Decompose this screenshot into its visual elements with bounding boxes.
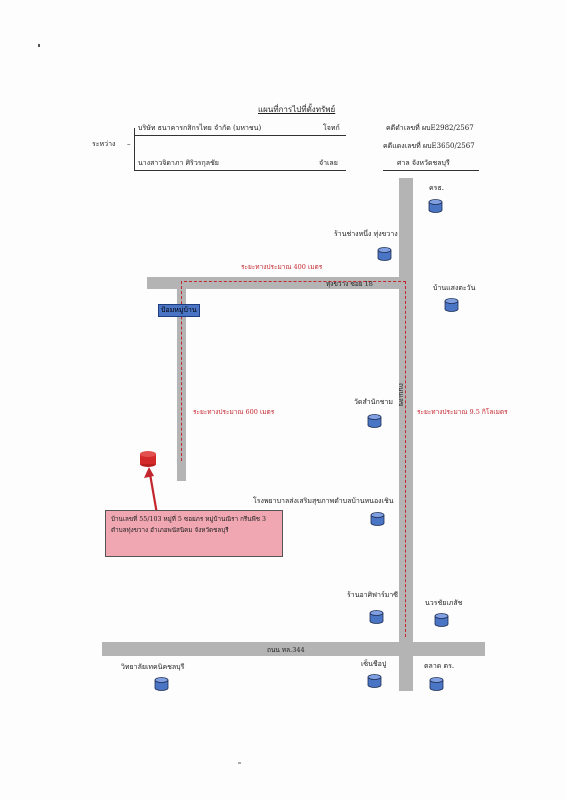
landmark-label: ร้านช่างหนึ่ง ทุ่งขวาง	[334, 230, 398, 238]
distance-branch: ระยะทางประมาณ 600 เมตร	[193, 408, 275, 416]
plaintiff-role: โจทก์	[323, 124, 340, 132]
plaintiff-underline	[134, 135, 346, 136]
village-gate-sign: ป้อมหมู่บ้าน	[158, 304, 200, 317]
landmark-label: บ้านแสงตะวัน	[433, 284, 476, 292]
red-case-number: คดีแดงเลขที่ ผบE3650/2567	[383, 142, 475, 150]
plaintiff-name: บริษัท ธนาคารกสิกรไทย จำกัด (มหาชน)	[138, 124, 262, 132]
landmark-label: วิทยาลัยเทคนิคชลบุรี	[121, 663, 185, 671]
landmark-label: ตลาด ตร.	[424, 662, 455, 670]
defendant-role: จำเลย	[319, 159, 338, 167]
court-underline	[383, 170, 479, 171]
defendant-underline	[134, 170, 346, 171]
defendant-name: นางสาวจิดาภา ศิริวรกุลชัย	[138, 159, 219, 167]
property-address-note: บ้านเลขที่ 55/103 หมู่ที่ 5 ซอยภร หมู่บ้านณิรา กรีนพีช 3 ตำบลทุ่งขวาง อำเภอพนัสนิคม จังหวัดชลบุรี	[105, 510, 283, 557]
route-main	[405, 281, 406, 637]
landmark-label: วัดสำนักชาม	[354, 398, 393, 406]
black-case-number: คดีดำเลขที่ ผบE2982/2567	[386, 124, 474, 132]
landmark-cylinder-icon	[370, 512, 385, 526]
landmark-cylinder-icon	[367, 674, 382, 688]
landmark-cylinder-icon	[428, 199, 443, 213]
distance-main: ระยะทางประมาณ 9.5 กิโลเมตร	[417, 408, 508, 416]
landmark-cylinder-icon	[369, 610, 384, 624]
landmark-cylinder-icon	[377, 247, 392, 261]
landmark-cylinder-icon	[429, 677, 444, 691]
road-label-main: ถนนเลข	[397, 383, 405, 407]
road-label-highway: ถนน ทล.344	[267, 646, 305, 654]
landmark-label: ครธ.	[429, 184, 444, 192]
landmark-label: เซ็นชือปู	[361, 660, 387, 668]
landmark-cylinder-icon	[434, 613, 449, 627]
court-name: ศาล จังหวัดชลบุรี	[397, 159, 450, 167]
road-main	[399, 178, 413, 691]
distance-soi-18: ระยะทางประมาณ 400 เมตร	[241, 263, 323, 271]
map-title: แผนที่การไปที่ตั้งทรัพย์	[258, 105, 336, 114]
bracket-mark: –	[127, 140, 131, 148]
scan-speck	[238, 762, 241, 764]
landmark-label: ร้านอาศิฟาร์มาซี	[347, 591, 398, 599]
pointer-arrow-icon	[140, 466, 164, 516]
between-label: ระหว่าง	[92, 140, 116, 148]
scan-speck	[38, 44, 40, 47]
landmark-cylinder-icon	[367, 414, 382, 428]
landmark-label: นวรชัยเภสัช	[425, 599, 463, 607]
road-label-soi-18: ทุ่งขวาง ซอย 18	[326, 280, 373, 288]
landmark-cylinder-icon	[444, 298, 459, 312]
landmark-cylinder-icon	[154, 677, 169, 691]
landmark-label: โรงพยาบาลส่งเสริมสุขภาพตำบลบ้านหนองเชิน	[253, 497, 394, 505]
